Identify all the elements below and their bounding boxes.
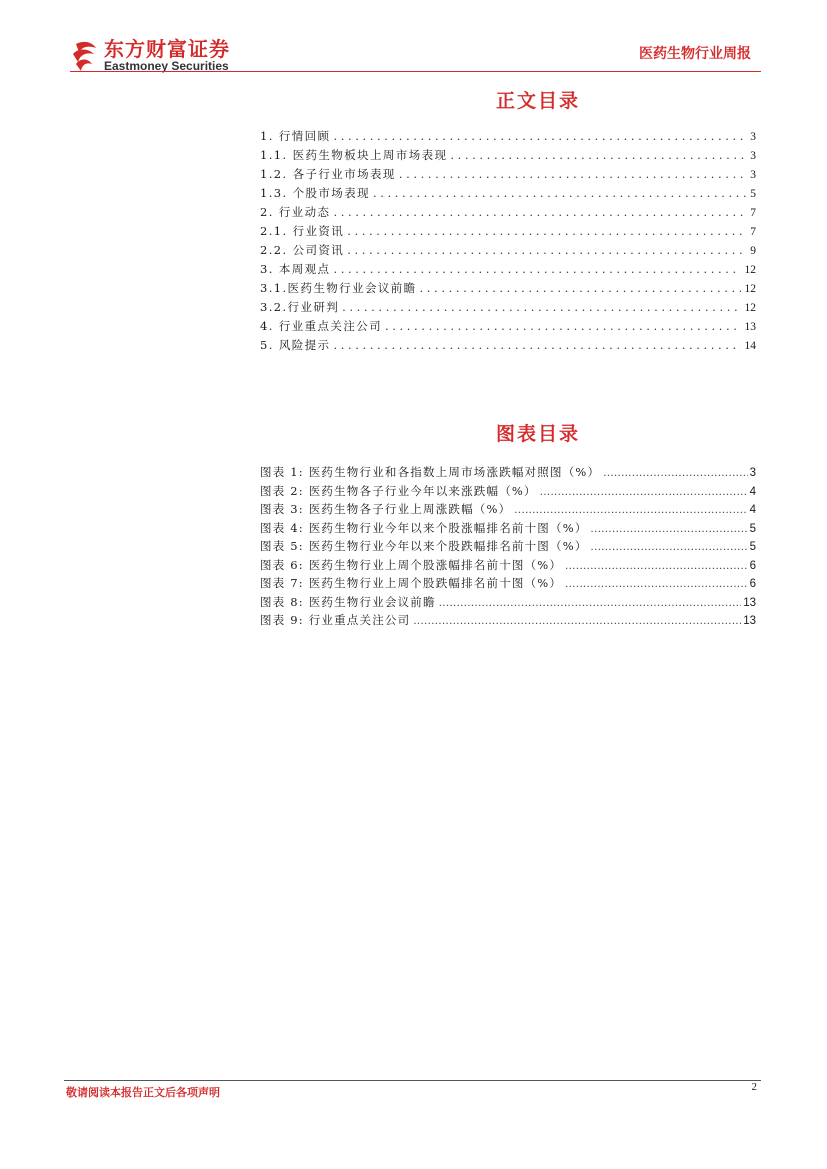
figure-entry[interactable] bbox=[260, 538, 756, 557]
figure-entry-page: 6 bbox=[749, 559, 756, 572]
dot-leader bbox=[591, 542, 748, 553]
toc-entry-page: 3 bbox=[750, 131, 756, 143]
toc-entry[interactable] bbox=[260, 280, 756, 299]
toc-entry-label: 2.1. 行业资讯 bbox=[260, 224, 345, 238]
report-title: 医药生物行业周报 bbox=[639, 46, 751, 62]
toc-entry-label: 1.2. 各子行业市场表现 bbox=[260, 167, 396, 181]
toc-entry[interactable] bbox=[260, 166, 756, 185]
eastmoney-logo-icon bbox=[70, 40, 100, 72]
toc-entry-label: 3.1.医药生物行业会议前瞻 bbox=[260, 281, 417, 295]
figure-entry-label: 图表 1: 医药生物行业和各指数上周市场涨跌幅对照图（%） bbox=[260, 465, 601, 479]
logo-chinese-name: 东方财富证券 bbox=[104, 37, 230, 61]
dot-leader bbox=[333, 129, 746, 143]
toc-entry-page: 12 bbox=[744, 264, 756, 276]
logo-english-name: Eastmoney Securities bbox=[104, 59, 229, 73]
toc-entry[interactable] bbox=[260, 299, 756, 318]
toc-entry[interactable] bbox=[260, 223, 756, 242]
toc-entry[interactable] bbox=[260, 318, 756, 337]
toc-entry-page: 12 bbox=[744, 302, 756, 314]
dot-leader bbox=[540, 487, 748, 498]
toc-entry[interactable] bbox=[260, 261, 756, 280]
footer-disclaimer: 敬请阅读本报告正文后各项声明 bbox=[66, 1086, 220, 1099]
toc-entry-page: 12 bbox=[744, 283, 756, 295]
figure-entry-page: 3 bbox=[749, 467, 756, 479]
toc-entry-label: 1.3. 个股市场表现 bbox=[260, 186, 370, 200]
toc-entry-page: 7 bbox=[750, 207, 756, 219]
figure-entry[interactable] bbox=[260, 594, 756, 613]
figure-entry-label: 图表 6: 医药生物行业上周个股涨幅排名前十图（%） bbox=[260, 557, 563, 572]
dot-leader bbox=[333, 205, 746, 219]
toc-entry-label: 3. 本周观点 bbox=[260, 262, 331, 276]
figure-entry[interactable] bbox=[260, 501, 756, 520]
dot-leader bbox=[439, 598, 742, 609]
figure-entry[interactable] bbox=[260, 520, 756, 539]
toc-entry-label: 2. 行业动态 bbox=[260, 205, 331, 219]
figure-entry-label: 图表 4: 医药生物行业今年以来个股涨幅排名前十图（%） bbox=[260, 520, 588, 535]
figure-entry-page: 4 bbox=[749, 504, 756, 516]
toc-entry-page: 5 bbox=[750, 188, 756, 200]
figure-entry-label: 图表 8: 医药生物行业会议前瞻 bbox=[260, 594, 436, 609]
dot-leader bbox=[450, 148, 746, 162]
toc-entry-label: 4. 行业重点关注公司 bbox=[260, 319, 383, 333]
toc-title: 正文目录 bbox=[495, 90, 580, 112]
footer-divider bbox=[64, 1080, 761, 1081]
dot-leader bbox=[514, 505, 747, 516]
figure-entry-page: 5 bbox=[749, 522, 756, 535]
page-number: 2 bbox=[751, 1081, 757, 1093]
figure-entry-page: 6 bbox=[749, 578, 756, 590]
figure-entry[interactable] bbox=[260, 557, 756, 576]
dot-leader bbox=[413, 616, 741, 627]
dot-leader bbox=[373, 186, 746, 200]
toc-entry-page: 14 bbox=[744, 340, 756, 352]
dot-leader bbox=[591, 524, 748, 535]
table-of-contents bbox=[260, 128, 756, 356]
figure-entry-label: 图表 5: 医药生物行业今年以来个股跌幅排名前十图（%） bbox=[260, 539, 588, 553]
figure-entry-label: 图表 9: 行业重点关注公司 bbox=[260, 613, 411, 627]
dot-leader bbox=[333, 338, 740, 352]
figure-entry-page: 13 bbox=[743, 615, 756, 627]
figure-entry[interactable] bbox=[260, 464, 756, 483]
toc-entry-page: 7 bbox=[750, 226, 756, 238]
dot-leader bbox=[420, 281, 741, 295]
toc-entry[interactable] bbox=[260, 147, 756, 166]
dot-leader bbox=[565, 561, 747, 572]
toc-entry-page: 9 bbox=[750, 245, 756, 257]
figure-entry-label: 图表 7: 医药生物行业上周个股跌幅排名前十图（%） bbox=[260, 576, 563, 590]
toc-entry-page: 13 bbox=[744, 321, 756, 333]
figure-entry[interactable] bbox=[260, 483, 756, 502]
toc-entry-label: 1. 行情回顾 bbox=[260, 129, 331, 143]
toc-entry[interactable] bbox=[260, 128, 756, 147]
toc-entry-label: 5. 风险提示 bbox=[260, 338, 331, 352]
toc-entry-page: 3 bbox=[750, 150, 756, 162]
dot-leader bbox=[347, 243, 746, 257]
figure-entry[interactable] bbox=[260, 575, 756, 594]
dot-leader bbox=[399, 167, 746, 181]
header-divider bbox=[70, 71, 761, 72]
toc-entry-label: 3.2.行业研判 bbox=[260, 300, 340, 314]
figure-entry-page: 5 bbox=[749, 541, 756, 553]
toc-entry[interactable] bbox=[260, 337, 756, 356]
page-header bbox=[0, 0, 827, 90]
dot-leader bbox=[565, 579, 747, 590]
list-of-figures bbox=[260, 464, 756, 631]
dot-leader bbox=[342, 300, 740, 314]
dot-leader bbox=[347, 224, 746, 238]
toc-entry[interactable] bbox=[260, 242, 756, 261]
toc-entry[interactable] bbox=[260, 185, 756, 204]
dot-leader bbox=[333, 262, 740, 276]
toc-entry[interactable] bbox=[260, 204, 756, 223]
figures-title: 图表目录 bbox=[495, 423, 580, 445]
figure-entry-page: 13 bbox=[743, 596, 756, 609]
figure-entry-page: 4 bbox=[749, 485, 756, 498]
toc-entry-label: 1.1. 医药生物板块上周市场表现 bbox=[260, 148, 448, 162]
figure-entry[interactable] bbox=[260, 612, 756, 631]
dot-leader bbox=[385, 319, 740, 333]
toc-entry-page: 3 bbox=[750, 169, 756, 181]
figure-entry-label: 图表 2: 医药生物各子行业今年以来涨跌幅（%） bbox=[260, 483, 537, 498]
company-logo bbox=[70, 38, 230, 73]
dot-leader bbox=[603, 468, 747, 479]
toc-entry-label: 2.2. 公司资讯 bbox=[260, 243, 345, 257]
figure-entry-label: 图表 3: 医药生物各子行业上周涨跌幅（%） bbox=[260, 502, 512, 516]
